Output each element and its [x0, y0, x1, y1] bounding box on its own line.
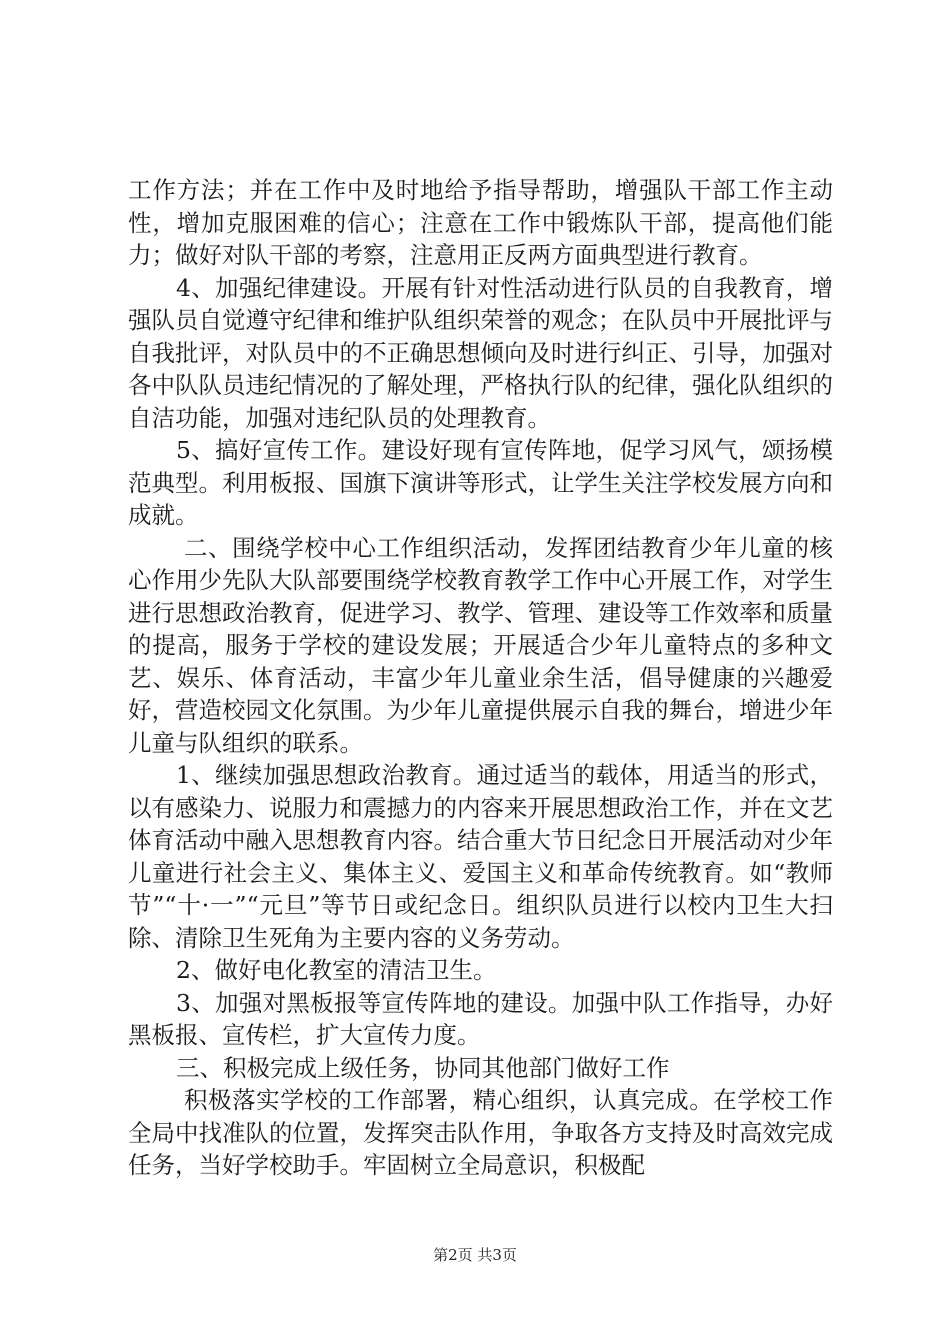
document-body [128, 174, 833, 1182]
paragraph-blackboard: 3、加强对黑板报等宣传阵地的建设。加强中队工作指导，办好黑板报、宣传栏，扩大宣传力度。 [128, 988, 833, 1049]
paragraph-section-two: 二、围绕学校中心工作组织活动，发挥团结教育少年儿童的核心作用少先队大队部要围绕学校教育教学工作中心开展工作，对学生进行思想政治教育，促进学习、教学、管理、建设等工作效率和质量的提高，服务于学校的建设发展；开展适合少年儿童特点的多种文艺、娱乐、体育活动，丰富少年儿童业余生活，倡导健康的兴趣爱好，营造校园文化氛围。为少年儿童提供展示自我的舞台，增进少年儿童与队组织的联系。 [128, 533, 833, 757]
paragraph-publicity: 5、搞好宣传工作。建设好现有宣传阵地，促学习风气，颂扬模范典型。利用板报、国旗下演讲等形式，让学生关注学校发展方向和成就。 [128, 436, 833, 529]
paragraph-discipline: 4、加强纪律建设。开展有针对性活动进行队员的自我教育，增强队员自觉遵守纪律和维护队组织荣誉的观念；在队员中开展批评与自我批评，对队员中的不正确思想倾向及时进行纠正、引导，加强对各中队队员违纪情况的了解处理，严格执行队的纪律，强化队组织的自洁功能，加强对违纪队员的处理教育。 [128, 273, 833, 432]
page-footer: 第2页 共3页 [433, 1246, 517, 1264]
paragraph-work-method: 工作方法；并在工作中及时地给予指导帮助，增强队干部工作主动性，增加克服困难的信心；注意在工作中锻炼队干部，提高他们能力；做好对队干部的考察，注意用正反两方面典型进行教育。 [128, 176, 833, 269]
paragraph-section-three-body: 积极落实学校的工作部署，精心组织，认真完成。在学校工作全局中找准队的位置，发挥突击队作用，争取各方支持及时高效完成任务，当好学校助手。牢固树立全局意识，积极配 [128, 1086, 833, 1179]
paragraph-classroom-cleaning: 2、做好电化教室的清洁卫生。 [176, 956, 497, 984]
paragraph-political-education: 1、继续加强思想政治教育。通过适当的载体，用适当的形式，以有感染力、说服力和震撼力的内容来开展思想政治工作，并在文艺体育活动中融入思想教育内容。结合重大节日纪念日开展活动对少年儿童进行社会主义、集体主义、爱国主义和革命传统教育。如“教师节”“十·一”“元旦”等节日或纪念日。组织队员进行以校内卫生大扫除、清除卫生死角为主要内容的义务劳动。 [128, 761, 833, 952]
paragraph-section-three-heading: 三、积极完成上级任务，协同其他部门做好工作 [176, 1053, 670, 1082]
